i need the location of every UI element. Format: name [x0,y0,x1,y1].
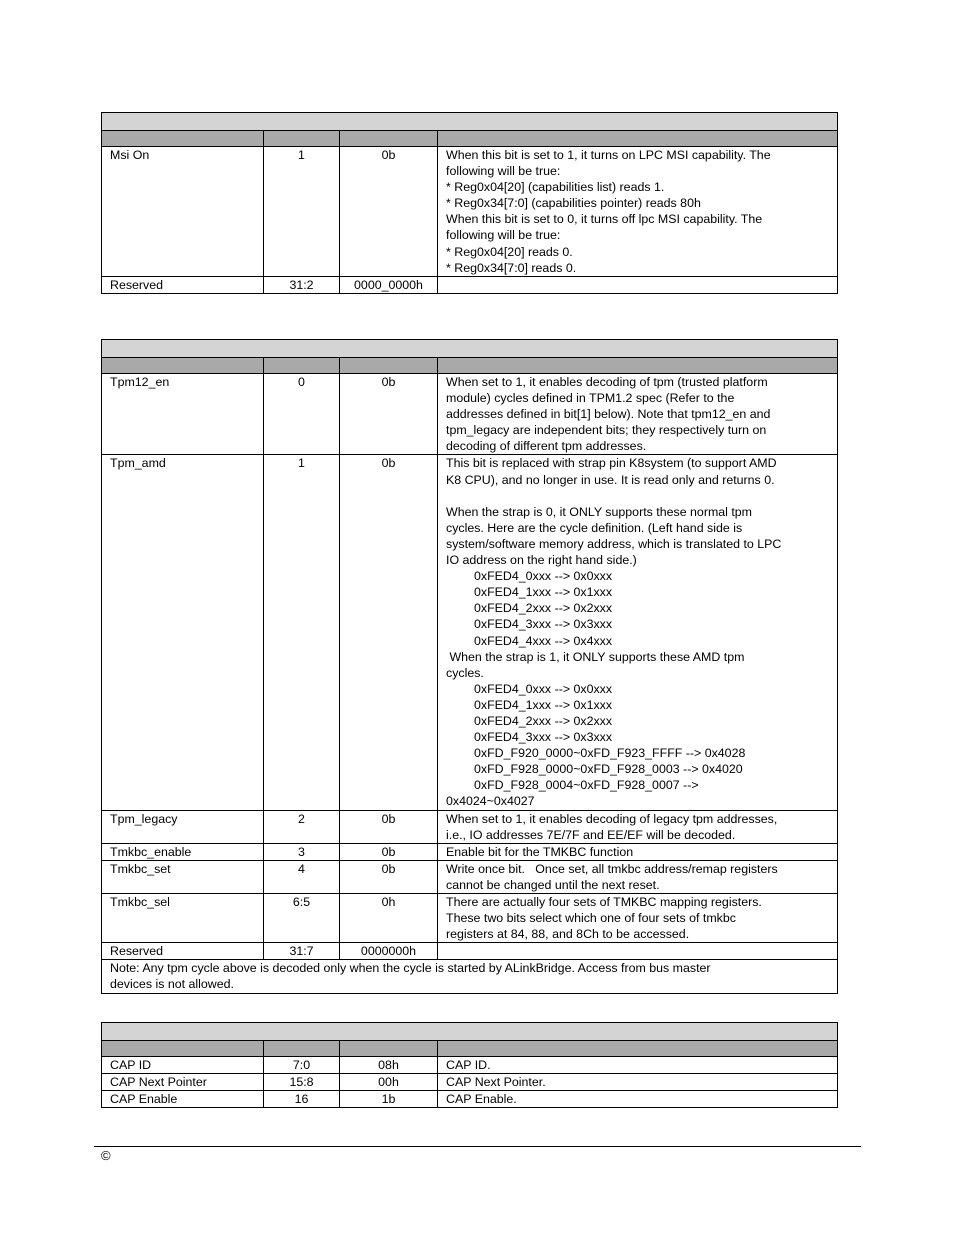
field-description: CAP ID. [438,1057,838,1074]
table-row [102,147,838,277]
register-table-cap [101,1022,838,1108]
field-name: Reserved [102,943,264,960]
field-default: 1b [340,1091,438,1108]
field-description: CAP Enable. [438,1091,838,1108]
field-description [438,943,838,960]
field-description: CAP Next Pointer. [438,1074,838,1091]
field-bits: 7:0 [264,1057,340,1074]
table-note: Note: Any tpm cycle above is decoded only when the cycle is started by ALinkBridge. Access from bus master devices is not allowed. [102,960,838,993]
table-header-row [102,1041,838,1057]
field-default: 08h [340,1057,438,1074]
table-row [102,374,838,455]
field-bits: 3 [264,843,340,860]
field-bits: 1 [264,147,340,277]
register-table-tpm [101,339,838,994]
field-bits: 31:2 [264,276,340,293]
field-default: 0000_0000h [340,276,438,293]
table-row [102,843,838,860]
field-default: 0h [340,894,438,943]
field-default: 0b [340,147,438,277]
field-name: CAP Enable [102,1091,264,1108]
field-default: 0b [340,810,438,843]
field-name: CAP Next Pointer [102,1074,264,1091]
table-row [102,943,838,960]
field-default: 0000000h [340,943,438,960]
field-description: This bit is replaced with strap pin K8system (to support AMD K8 CPU), and no longer in use. It is read only and returns 0. When the strap is 0, it ONLY supports these normal tpm cycles. Here are the cycle definition. (Left hand side is system/software memory address, which is translated to LPC IO address on the right hand side.) 0xFED4_0xxx --> 0x0xxx 0xFED4_1xxx --> 0x1xxx 0xFED4_2xxx --> 0x2xxx 0xFED4_3xxx --> 0x3xxx 0xFED4_4xxx --> 0x4xxx When the strap is 1, it ONLY supports these AMD tpm cycles. 0xFED4_0xxx --> 0x0xxx 0xFED4_1xxx --> 0x1xxx 0xFED4_2xxx --> 0x2xxx 0xFED4_3xxx --> 0x3xxx 0xFD_F920_0000~0xFD_F923_FFFF --> 0x4028 0xFD_F928_0000~0xFD_F928_0003 --> 0x4020 0xFD_F928_0004~0xFD_F928_0007 --> 0x4024~0x4027 [438,455,838,810]
table-title-bar [102,113,838,131]
field-description: Enable bit for the TMKBC function [438,843,838,860]
field-default: 00h [340,1074,438,1091]
field-name: Reserved [102,276,264,293]
field-name: CAP ID [102,1057,264,1074]
field-bits: 2 [264,810,340,843]
table-title-bar [102,340,838,358]
field-bits: 15:8 [264,1074,340,1091]
table-note-row [102,960,838,993]
field-default: 0b [340,860,438,893]
table-row [102,455,838,810]
field-description [438,276,838,293]
field-bits: 1 [264,455,340,810]
field-bits: 16 [264,1091,340,1108]
field-name: Tmkbc_set [102,860,264,893]
table-header-row [102,358,838,374]
footer-divider [94,1146,861,1147]
table-row [102,810,838,843]
table-row [102,1074,838,1091]
field-default: 0b [340,843,438,860]
field-bits: 31:7 [264,943,340,960]
field-bits: 0 [264,374,340,455]
field-bits: 4 [264,860,340,893]
table-row [102,894,838,943]
footer-copyright: © [101,1148,111,1163]
field-description: Write once bit. Once set, all tmkbc address/remap registers cannot be changed until the next reset. [438,860,838,893]
field-default: 0b [340,455,438,810]
field-name: Tpm_legacy [102,810,264,843]
table-row [102,276,838,293]
field-name: Tpm12_en [102,374,264,455]
field-name: Msi On [102,147,264,277]
field-name: Tpm_amd [102,455,264,810]
field-name: Tmkbc_sel [102,894,264,943]
field-description: When this bit is set to 1, it turns on LPC MSI capability. The following will be true: * Reg0x04[20] (capabilities list) reads 1. * Reg0x34[7:0] (capabilities pointer) reads 80h When this bit is set to 0, it turns off lpc MSI capability. The following will be true: * Reg0x04[20] reads 0. * Reg0x34[7:0] reads 0. [438,147,838,277]
table-row [102,1057,838,1074]
table-row [102,860,838,893]
field-description: When set to 1, it enables decoding of legacy tpm addresses, i.e., IO addresses 7E/7F and EE/EF will be decoded. [438,810,838,843]
field-description: There are actually four sets of TMKBC mapping registers. These two bits select which one of four sets of tmkbc registers at 84, 88, and 8Ch to be accessed. [438,894,838,943]
table-title-bar [102,1023,838,1041]
field-bits: 6:5 [264,894,340,943]
field-name: Tmkbc_enable [102,843,264,860]
table-row [102,1091,838,1108]
field-default: 0b [340,374,438,455]
table-header-row [102,131,838,147]
register-table-msi [101,112,838,294]
field-description: When set to 1, it enables decoding of tpm (trusted platform module) cycles defined in TPM1.2 spec (Refer to the addresses defined in bit[1] below). Note that tpm12_en and tpm_legacy are independent bits; they respectively turn on decoding of different tpm addresses. [438,374,838,455]
